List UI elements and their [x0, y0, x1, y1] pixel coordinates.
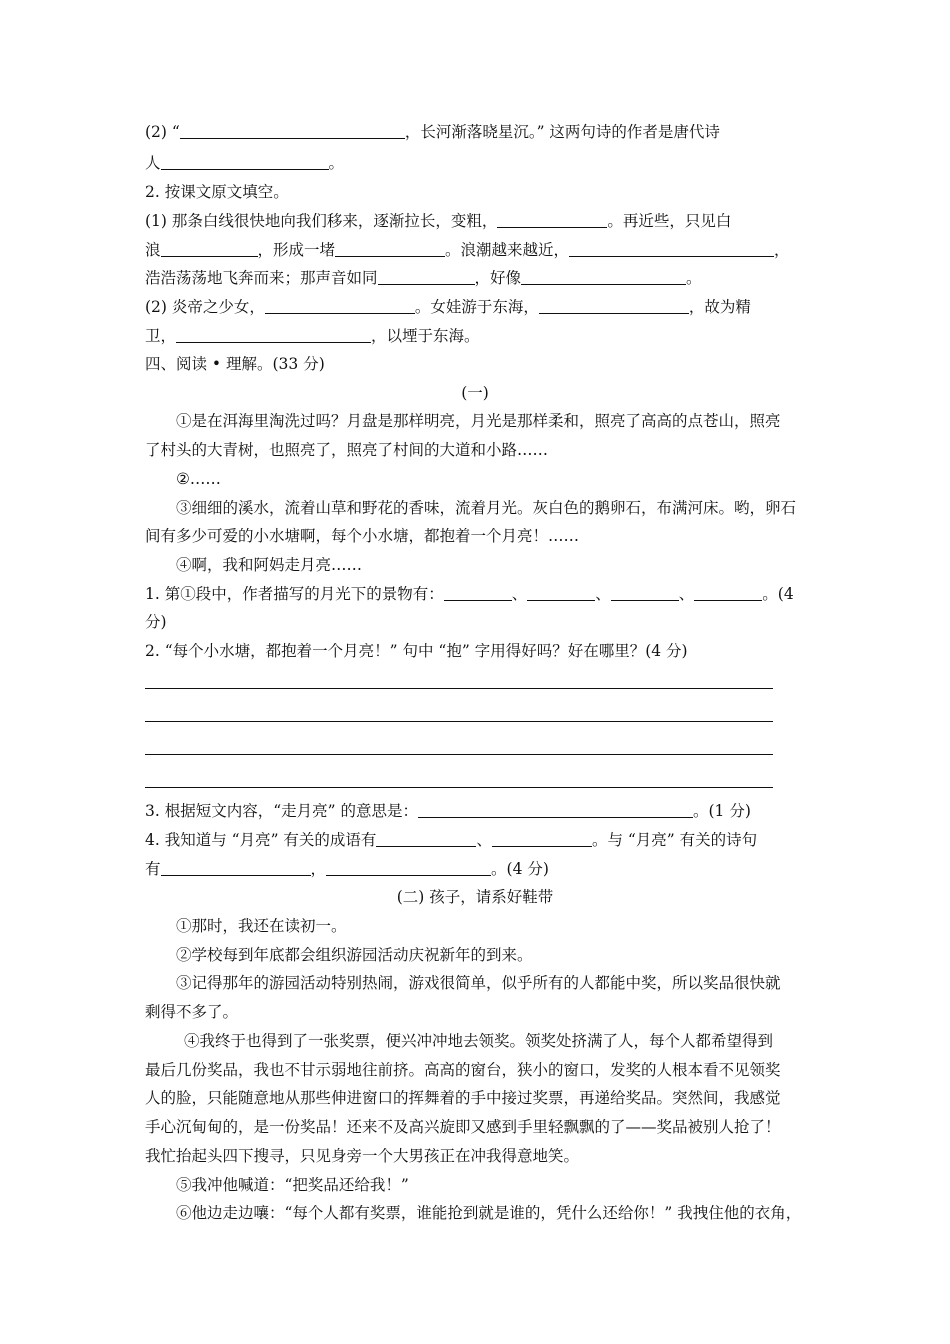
question-1-score: 分) — [145, 613, 167, 631]
paragraph: 人的脸，只能随意地从那些伸进窗口的挥舞着的手中接过奖票，再递给奖品。突然间，我感觉 — [145, 1089, 781, 1107]
blank[interactable] — [326, 860, 491, 876]
paragraph: ①是在洱海里淘洗过吗？月盘是那样明亮，月光是那样柔和，照亮了高高的点苍山，照亮 — [176, 412, 781, 430]
blank[interactable] — [444, 585, 512, 601]
text: 1. 第①段中，作者描写的月光下的景物有： — [145, 585, 444, 603]
text: (1) 那条白线很快地向我们移来，逐渐拉长，变粗， — [145, 212, 498, 230]
text: ，故为精 — [688, 298, 751, 316]
paragraph: 手心沉甸甸的，是一份奖品！还来不及高兴旋即又感到手里轻飘飘的了——奖品被别人抢了！ — [145, 1118, 781, 1136]
blank[interactable] — [265, 298, 415, 314]
answer-line[interactable] — [145, 721, 773, 722]
text: 、 — [678, 585, 695, 603]
text: 3. 根据短文内容，“走月亮” 的意思是： — [145, 802, 418, 820]
question-3 — [145, 801, 751, 821]
paragraph: 间有多少可爱的小水塘啊，每个小水塘，都抱着一个月亮！…… — [145, 527, 580, 545]
text: 、 — [511, 585, 528, 603]
blank[interactable] — [376, 831, 476, 847]
paragraph: ⑥他边走边嚷：“每个人都有奖票，谁能抢到就是谁的，凭什么还给你！” 我拽住他的衣角， — [176, 1204, 802, 1222]
text: 。 — [686, 269, 702, 287]
blank[interactable] — [180, 123, 405, 139]
q-fill-line2 — [145, 240, 790, 260]
text: ， — [774, 241, 790, 259]
answer-line[interactable] — [145, 787, 773, 788]
question-2: 2. “每个小水塘，都抱着一个月亮！” 句中 “抱” 字用得好吗？好在哪里？(4 分) — [145, 642, 688, 660]
question-4 — [145, 830, 757, 850]
text: 有 — [145, 860, 161, 878]
blank[interactable] — [161, 154, 329, 170]
paragraph: 我忙抬起头四下搜寻，只见身旁一个大男孩正在冲我得意地笑。 — [145, 1147, 580, 1165]
q-poem-line1 — [145, 122, 720, 142]
blank[interactable] — [527, 585, 595, 601]
text: 。(1 分) — [693, 802, 751, 820]
text: ， — [310, 860, 327, 878]
q-poem-author-label: 人 — [145, 154, 161, 172]
q-poem-line2 — [145, 153, 344, 173]
text: 。再近些，只见白 — [607, 212, 732, 230]
blank[interactable] — [539, 298, 689, 314]
text: 卫， — [145, 327, 177, 345]
q-fill-line4 — [145, 297, 751, 317]
q-fill-line3 — [145, 268, 702, 288]
blank[interactable] — [497, 212, 607, 228]
punct: 。 — [328, 154, 345, 172]
blank[interactable] — [335, 241, 445, 257]
paragraph: ③记得那年的游园活动特别热闹，游戏很简单，似乎所有的人都能中奖，所以奖品很快就 — [176, 974, 781, 992]
text: 。浪潮越来越近， — [445, 241, 570, 259]
text: 4. 我知道与 “月亮” 有关的成语有 — [145, 831, 377, 849]
text: (2) 炎帝之少女， — [145, 298, 265, 316]
q-poem-prefix: (2) “ — [145, 123, 180, 141]
answer-line[interactable] — [145, 754, 773, 755]
paragraph: ①那时，我还在读初一。 — [176, 917, 347, 935]
blank[interactable] — [611, 585, 679, 601]
q-poem-text: ，长河渐落晓星沉。” 这两句诗的作者是唐代诗 — [404, 123, 720, 141]
paragraph: 最后几份奖品，我也不甘示弱地往前挤。高高的窗台，狭小的窗口，发奖的人根本看不见领奖 — [145, 1061, 781, 1079]
q-fill-line5 — [145, 326, 480, 346]
text: 。(4 分) — [491, 860, 549, 878]
paragraph: ④啊，我和阿妈走月亮…… — [176, 556, 363, 574]
q-fill-line1 — [145, 211, 731, 231]
part1-title: (一) — [461, 384, 489, 402]
question-4-line2 — [145, 859, 549, 879]
paragraph: ④我终于也得到了一张奖票，便兴冲冲地去领奖。领奖处挤满了人，每个人都希望得到 — [184, 1032, 774, 1050]
blank[interactable] — [694, 585, 762, 601]
blank[interactable] — [521, 269, 686, 285]
paragraph: ③细细的溪水，流着山草和野花的香味，流着月光。灰白色的鹅卵石，布满河床。哟，卵石 — [176, 499, 797, 517]
blank[interactable] — [492, 831, 592, 847]
blank[interactable] — [378, 269, 475, 285]
part2-title: (二) 孩子，请系好鞋带 — [396, 888, 554, 906]
section-heading: 四、阅读 • 理解。(33 分) — [145, 355, 325, 373]
text: 、 — [476, 831, 492, 849]
paragraph: ②学校每到年底都会组织游园活动庆祝新年的到来。 — [176, 946, 533, 964]
text: 。女娃游于东海， — [414, 298, 539, 316]
answer-line[interactable] — [145, 688, 773, 689]
text: 、 — [595, 585, 611, 603]
blank[interactable] — [569, 241, 774, 257]
text: 浩浩荡荡地飞奔而来；那声音如同 — [145, 269, 378, 287]
paragraph: 剩得不多了。 — [145, 1003, 239, 1021]
paragraph: ②…… — [176, 470, 221, 488]
question-1 — [145, 584, 794, 604]
paragraph: 了村头的大青树，也照亮了，照亮了村间的大道和小路…… — [145, 441, 549, 459]
text: 。(4 — [762, 585, 794, 603]
text: ，形成一堵 — [257, 241, 336, 259]
blank[interactable] — [161, 860, 311, 876]
blank[interactable] — [418, 802, 693, 818]
text: 浪 — [145, 241, 161, 259]
text: ，好像 — [474, 269, 522, 287]
paragraph: ⑤我冲他喊道：“把奖品还给我！” — [176, 1176, 409, 1194]
q-fill-title: 2. 按课文原文填空。 — [145, 183, 289, 201]
blank[interactable] — [161, 241, 258, 257]
blank[interactable] — [176, 327, 371, 343]
text: 。与 “月亮” 有关的诗句 — [591, 831, 758, 849]
text: ，以堙于东海。 — [371, 327, 480, 345]
